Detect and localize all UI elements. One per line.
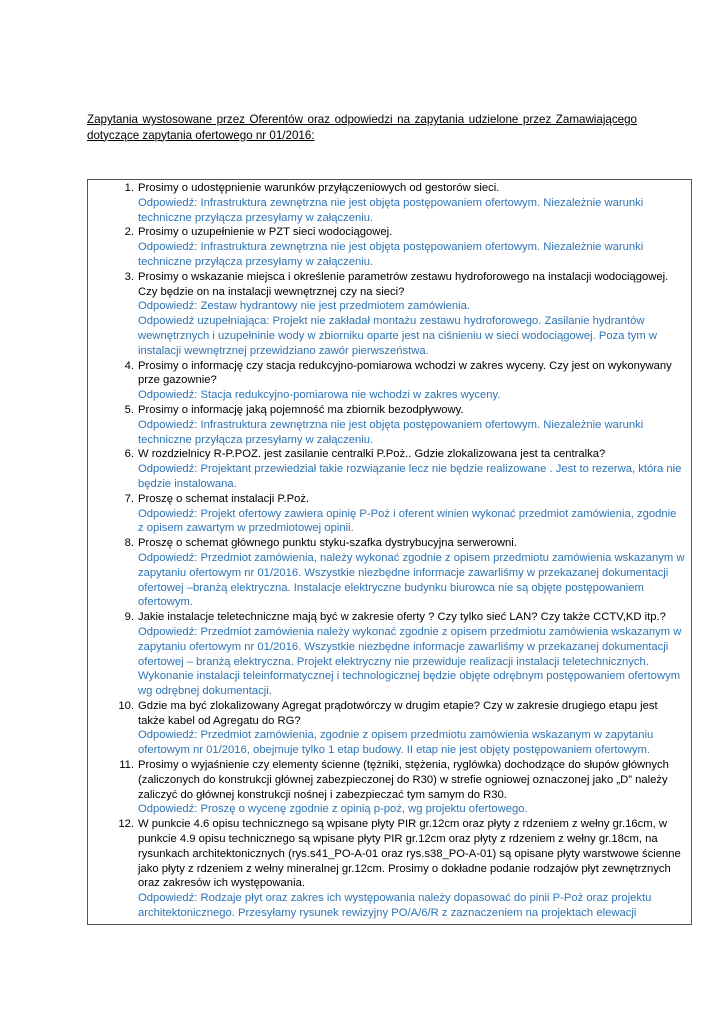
- answer-text: Odpowiedź uzupełniająca: Projekt nie zakładał montażu zestawu hydroforowego. Zasilanie hydrantów wewnętrznych i uzupełninie wody w zbiorniku oparte jest na ciśnieniu w sieci wodociągowej. Poza tym w instalacji wewnętrznej przewidziano zawór pierwszeństwa.: [138, 315, 657, 357]
- question-text: Prosimy o udostępnienie warunków przyłączeniowych od gestorów sieci.: [138, 182, 500, 194]
- qa-item: [88, 225, 691, 269]
- answer-text: Odpowiedź: Przedmiot zamówienia należy wykonać zgodnie z opisem przedmiotu zamówienia wskazanym w zapytaniu ofertowym nr 01/2016. Wszystkie niezbędne informacje zawarliśmy w przekazanej dokumentacji ofertowej – branżą elektryczna. Projekt elektryczny nie przewiduje realizacji instalacji teletechnicznych. Wykonanie instalacji teleinformatycznej i technologicznej będzie objęte odrębnym postępowaniem ofertowym wg odrębnej dokumentacji.: [138, 625, 682, 698]
- question-text: Prosimy o wskazanie miejsca i określenie parametrów zestawu hydroforowego na instalacji wodociągowej. Czy będzie on na instalacji wewnętrznej czy na sieci?: [138, 270, 669, 298]
- item-number: 10.: [118, 699, 134, 712]
- answer-text: Odpowiedź: Przedmiot zamówienia, należy wykonać zgodnie z opisem przedmiotu zamówienia wskazanym w zapytaniu ofertowym nr 01/2016. Wszystkie niezbędne informacje zawarliśmy w przekazanej dokumentacji ofertowej –branżą elektryczna. Instalacje elektryczne budynku biurowca nie są objęte postępowaniem ofertowym.: [138, 551, 685, 609]
- answer-text: Odpowiedź: Projektant przewiedział takie rozwiązanie lecz nie będzie realizowane . Jest to rezerwa, która nie będzie instalowana.: [138, 463, 682, 490]
- qa-item: [88, 536, 691, 610]
- qa-item: [88, 610, 691, 699]
- question-text: Jakie instalacje teletechniczne mają być w zakresie oferty ? Czy tylko sieć LAN? Czy także CCTV,KD itp.?: [138, 611, 666, 624]
- question-text: W punkcie 4.6 opisu technicznego są wpisane płyty PIR gr.12cm oraz płyty z rdzeniem z wełny gr.16cm, w punkcie 4.9 opisu technicznego są wpisane płyty PIR gr.12cm oraz płyty z rdzeniem z wełny gr.18cm, na rysunkach architektonicznych (rys.s41_PO-A-01 oraz rys.s38_PO-A-01) są opisane płyty warstwowe ścienne jako płyty z rdzeniem z wełny mineralnej gr.12cm. Prosimy o dokładne podanie rodzajów płyt zewnętrznych oraz zakresów ich występowania.: [138, 818, 681, 890]
- answer-text: Odpowiedź: Infrastruktura zewnętrzna nie jest objęta postępowaniem ofertowym. Niezależnie warunki techniczne przyłącza przesyłamy w załączeniu.: [138, 241, 644, 268]
- answer-text: Odpowiedź: Proszę o wycenę zgodnie z opinią p-poż, wg projektu ofertowego.: [138, 803, 528, 816]
- qa-item: [88, 270, 691, 359]
- document-heading: Zapytania wystosowane przez Oferentów oraz odpowiedzi na zapytania udzielone przez Zamawiającego dotyczące zapytania ofertowego nr 01/2016:: [87, 113, 637, 142]
- qa-item: [88, 758, 691, 817]
- question-text: Prosimy o uzupełnienie w PZT sieci wodociągowej.: [138, 226, 393, 239]
- qa-item: [88, 359, 691, 403]
- qa-item: [88, 403, 691, 447]
- item-number: 12.: [118, 818, 134, 831]
- qa-item: [88, 492, 691, 536]
- qa-item: [88, 817, 691, 921]
- item-number: 1.: [124, 182, 134, 194]
- question-text: Gdzie ma być zlokalizowany Agregat prądotwórczy w drugim etapie? Czy w zakresie drugiego etapu jest także kabel od Agregatu do RG?: [138, 699, 658, 727]
- item-number: 6.: [124, 448, 134, 461]
- item-number: 3.: [124, 270, 134, 283]
- answer-text: Odpowiedź: Stacja redukcyjno-pomiarowa nie wchodzi w zakres wyceny.: [138, 389, 501, 402]
- qa-item: [88, 699, 691, 758]
- answer-text: Odpowiedź: Infrastruktura zewnętrzna nie jest objęta postępowaniem ofertowym. Niezależnie warunki techniczne przyłącza przesyłamy w załączeniu.: [138, 418, 644, 446]
- qa-item: [88, 447, 691, 491]
- item-number: 5.: [124, 403, 134, 416]
- item-number: 8.: [124, 537, 134, 550]
- answer-text: Odpowiedź: Zestaw hydrantowy nie jest przedmiotem zamówienia.: [138, 300, 471, 313]
- answer-text: Odpowiedź: Przedmiot zamówienia, zgodnie z opisem przedmiotu zamówienia wskazanym w zapytaniu ofertowym nr 01/2016, obejmuje tylko 1 etap budowy. II etap nie jest objęty postępowaniem ofertowym.: [138, 729, 654, 757]
- item-number: 7.: [124, 492, 134, 505]
- qa-table: [87, 179, 692, 925]
- qa-list: [88, 181, 691, 921]
- qa-item: [88, 181, 691, 225]
- question-text: Prosimy o informację jaką pojemność ma zbiornik bezodpływowy.: [138, 403, 464, 416]
- answer-text: Odpowiedź: Rodzaje płyt oraz zakres ich występowania należy dopasować do pinii P-Poż oraz projektu architektonicznego. Przesyłamy rysunek rewizyjny PO/A/6/R z zaznaczeniem na projektach elewacji: [138, 892, 652, 920]
- question-text: Proszę o schemat instalacji P.Poż.: [138, 492, 310, 505]
- answer-text: Odpowiedź: Projekt ofertowy zawiera opinię P-Poż i oferent winien wykonać przedmiot zamówienia, zgodnie z opisem zawartym w przedmiotowej opinii.: [138, 507, 677, 535]
- item-number: 4.: [124, 359, 134, 372]
- item-number: 11.: [119, 759, 134, 772]
- question-text: Prosimy o wyjaśnienie czy elementy ścienne (tężniki, stężenia, ryglówka) dochodzące do słupów głównych (zaliczonych do konstrukcji głównej zabezpieczonej do R30) w strefie ogniowej oznaczonej jako „D” należy zaliczyć do głównej konstrukcji nośnej i zabezpieczać tym samym do R30.: [138, 759, 669, 801]
- question-text: Prosimy o informację czy stacja redukcyjno-pomiarowa wchodzi w zakres wyceny. Czy jest on wykonywany prze gazownie?: [138, 359, 672, 387]
- item-number: 2.: [124, 226, 134, 239]
- question-text: W rozdzielnicy R-P.POZ. jest zasilanie centralki P.Poż.. Gdzie zlokalizowana jest ta centralka?: [138, 448, 606, 461]
- answer-text: Odpowiedź: Infrastruktura zewnętrzna nie jest objęta postępowaniem ofertowym. Niezależnie warunki techniczne przyłącza przesyłamy w załączeniu.: [138, 196, 644, 224]
- question-text: Proszę o schemat głównego punktu styku-szafka dystrybucyjna serwerowni.: [138, 537, 517, 550]
- item-number: 9.: [124, 611, 134, 624]
